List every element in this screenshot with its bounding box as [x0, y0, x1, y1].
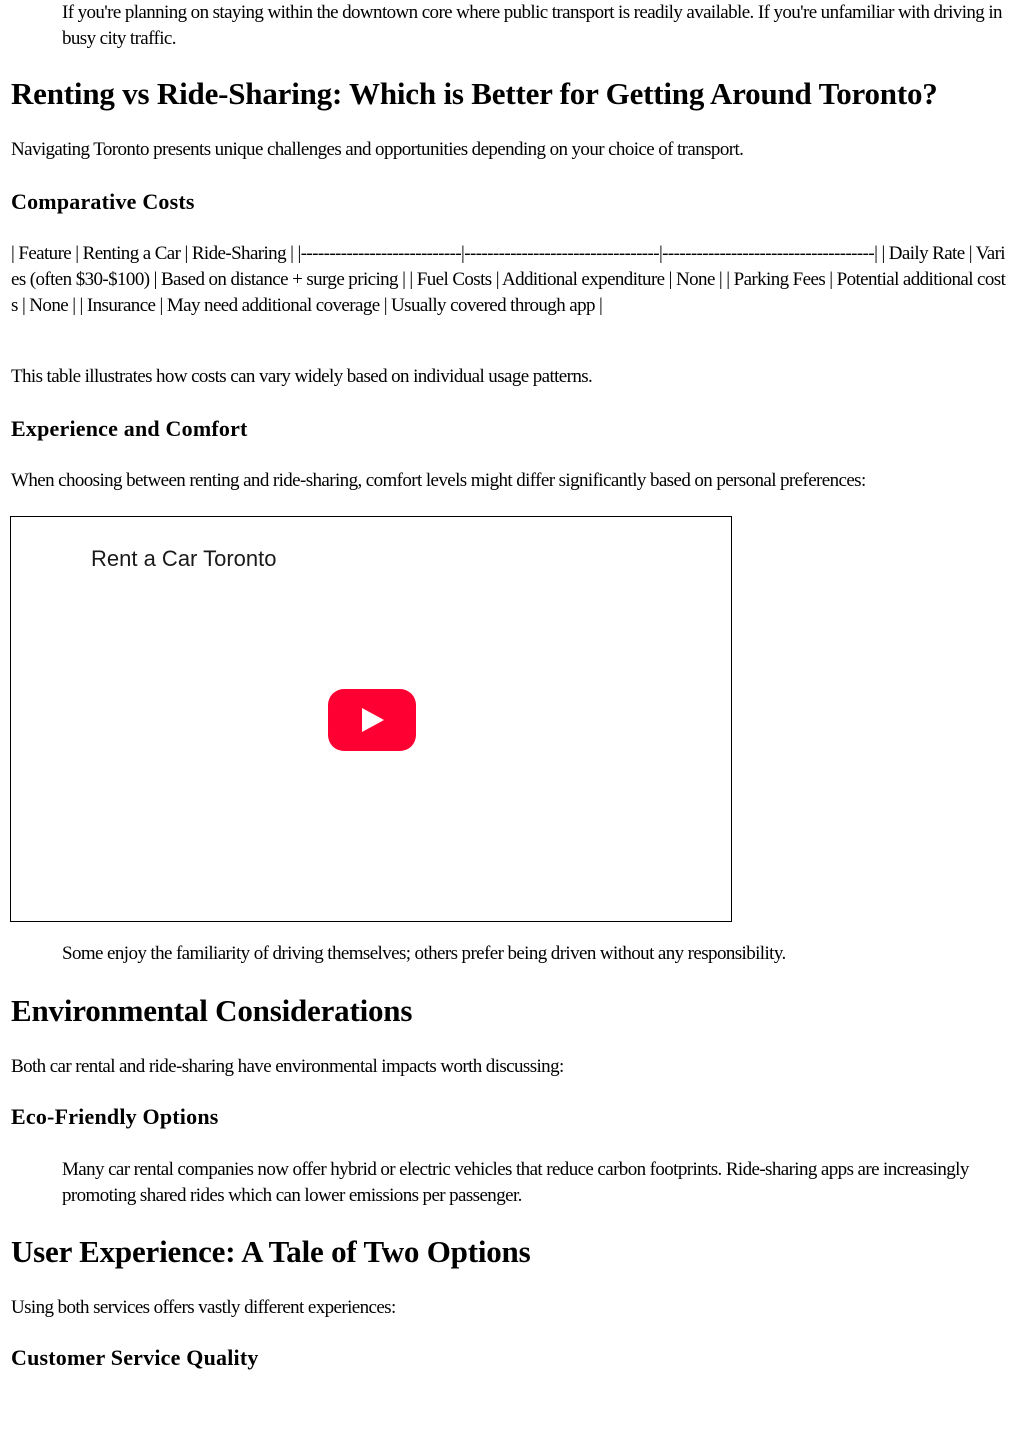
user-experience-paragraph: Using both services offers vastly different experiences:: [11, 1297, 396, 1318]
intro-paragraph: If you're planning on staying within the downtown core where public transport is readily available. If you're unfamiliar with driving in busy city traffic.: [62, 2, 1002, 49]
video-embed[interactable]: [10, 516, 732, 922]
eco-friendly-paragraph: Many car rental companies now offer hybrid or electric vehicles that reduce carbon footprints. Ride-sharing apps are increasingly promoting shared rides which can lower emissions per passenger.: [62, 1159, 969, 1206]
heading-comparative-costs: Comparative Costs: [11, 189, 195, 214]
heading-experience-comfort: Experience and Comfort: [11, 416, 248, 441]
heading-environmental: Environmental Considerations: [11, 993, 413, 1028]
cost-table-text: | Feature | Renting a Car | Ride-Sharing | |----------------------------|----------------------------------|-------------------------------------| | Daily Rate | Varies (often $30-$100) | Based on distance + surge pricing | | Fuel Costs | Additional expenditure | None | | Parking Fees | Potential additional costs | None | | Insurance | May need additional coverage | Usually covered through app |: [11, 243, 1006, 316]
table-note-paragraph: This table illustrates how costs can vary widely based on individual usage patterns.: [11, 366, 593, 387]
play-button[interactable]: [328, 689, 416, 751]
heading-customer-service: Customer Service Quality: [11, 1345, 259, 1370]
environmental-paragraph: Both car rental and ride-sharing have environmental impacts worth discussing:: [11, 1056, 564, 1077]
navigating-paragraph: Navigating Toronto presents unique challenges and opportunities depending on your choice of transport.: [11, 139, 744, 160]
video-title[interactable]: Rent a Car Toronto: [91, 546, 277, 571]
heading-renting-vs-ride-sharing: Renting vs Ride-Sharing: Which is Better for Getting Around Toronto?: [11, 76, 938, 111]
after-video-paragraph: Some enjoy the familiarity of driving themselves; others prefer being driven without any responsibility.: [62, 943, 786, 964]
heading-user-experience: User Experience: A Tale of Two Options: [11, 1234, 531, 1269]
comfort-paragraph: When choosing between renting and ride-sharing, comfort levels might differ significantly based on personal preferences:: [11, 470, 866, 491]
play-icon: [360, 707, 386, 733]
heading-eco-friendly: Eco-Friendly Options: [11, 1104, 219, 1129]
